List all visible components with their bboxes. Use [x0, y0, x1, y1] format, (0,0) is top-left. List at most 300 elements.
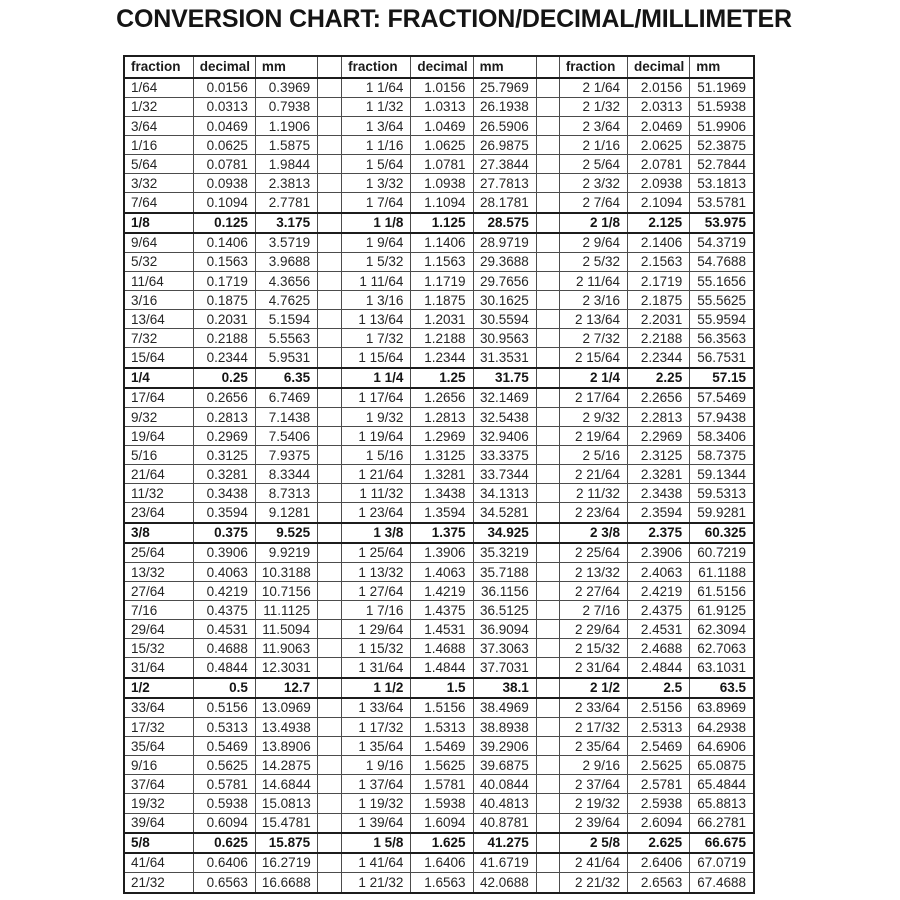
table-cell-fraction: 9/32 [124, 408, 193, 427]
table-cell-decimal: 0.3281 [193, 465, 255, 484]
table-cell-mm: 41.275 [473, 833, 536, 853]
table-cell-fraction: 1 9/32 [342, 408, 411, 427]
table-cell-mm: 28.9719 [473, 233, 536, 253]
table-cell-mm: 61.5156 [690, 582, 754, 601]
gap-cell [536, 718, 559, 737]
table-cell-mm: 61.1188 [690, 563, 754, 582]
table-cell-fraction: 11/32 [124, 484, 193, 503]
table-cell-decimal: 1.4531 [411, 620, 473, 639]
table-cell-mm: 29.7656 [473, 272, 536, 291]
table-cell-fraction: 2 1/64 [559, 78, 627, 98]
table-cell-decimal: 0.6094 [193, 813, 255, 833]
table-cell-mm: 60.325 [690, 523, 754, 543]
table-cell-mm: 16.6688 [255, 873, 317, 893]
gap-cell [318, 873, 342, 893]
table-cell-decimal: 1.3438 [411, 484, 473, 503]
table-cell-decimal: 1.4063 [411, 563, 473, 582]
gap-cell [536, 117, 559, 136]
table-row [124, 233, 754, 253]
table-cell-decimal: 1.5781 [411, 775, 473, 794]
table-cell-decimal: 0.375 [193, 523, 255, 543]
table-cell-decimal: 0.2656 [193, 388, 255, 408]
table-cell-fraction: 3/64 [124, 117, 193, 136]
gap-cell [536, 368, 559, 388]
gap-cell [318, 213, 342, 233]
column-header-mm-3: mm [690, 56, 754, 78]
table-row [124, 329, 754, 348]
gap-cell [318, 658, 342, 678]
gap-cell [536, 563, 559, 582]
gap-cell [318, 813, 342, 833]
table-cell-decimal: 1.6406 [411, 853, 473, 873]
table-cell-mm: 7.5406 [255, 427, 317, 446]
table-cell-fraction: 2 5/16 [559, 446, 627, 465]
table-cell-mm: 54.3719 [690, 233, 754, 253]
table-cell-mm: 4.3656 [255, 272, 317, 291]
table-cell-mm: 40.8781 [473, 813, 536, 833]
table-cell-mm: 33.3375 [473, 446, 536, 465]
table-cell-fraction: 1 19/64 [342, 427, 411, 446]
table-cell-mm: 8.7313 [255, 484, 317, 503]
table-cell-decimal: 2.0781 [628, 155, 690, 174]
table-cell-fraction: 5/32 [124, 253, 193, 272]
table-cell-fraction: 13/64 [124, 310, 193, 329]
table-cell-decimal: 2.6406 [628, 853, 690, 873]
table-cell-mm: 6.35 [255, 368, 317, 388]
table-cell-mm: 9.9219 [255, 543, 317, 563]
table-cell-fraction: 2 21/64 [559, 465, 627, 484]
table-cell-mm: 51.5938 [690, 98, 754, 117]
table-cell-decimal: 2.3125 [628, 446, 690, 465]
table-cell-mm: 57.9438 [690, 408, 754, 427]
table-row [124, 523, 754, 543]
column-header-fraction-1: fraction [124, 56, 193, 78]
table-cell-mm: 52.7844 [690, 155, 754, 174]
table-cell-mm: 0.7938 [255, 98, 317, 117]
table-cell-decimal: 1.5 [411, 678, 473, 698]
table-cell-decimal: 0.5156 [193, 698, 255, 718]
table-cell-mm: 26.5906 [473, 117, 536, 136]
table-cell-mm: 53.5781 [690, 193, 754, 213]
gap-cell [318, 718, 342, 737]
table-cell-mm: 32.9406 [473, 427, 536, 446]
table-cell-fraction: 2 15/32 [559, 639, 627, 658]
table-row [124, 348, 754, 368]
table-cell-fraction: 2 35/64 [559, 737, 627, 756]
table-cell-mm: 40.0844 [473, 775, 536, 794]
gap-cell [536, 523, 559, 543]
gap-cell [318, 833, 342, 853]
table-cell-decimal: 0.2031 [193, 310, 255, 329]
table-cell-decimal: 0.0313 [193, 98, 255, 117]
table-cell-decimal: 1.0938 [411, 174, 473, 193]
table-cell-decimal: 2.2188 [628, 329, 690, 348]
table-row [124, 582, 754, 601]
table-cell-mm: 36.1156 [473, 582, 536, 601]
gap-cell [318, 117, 342, 136]
table-cell-mm: 56.3563 [690, 329, 754, 348]
gap-cell [318, 794, 342, 813]
table-row [124, 98, 754, 117]
table-row [124, 368, 754, 388]
gap-cell [318, 678, 342, 698]
table-cell-decimal: 2.3281 [628, 465, 690, 484]
table-cell-mm: 3.5719 [255, 233, 317, 253]
table-cell-fraction: 1 27/64 [342, 582, 411, 601]
table-cell-mm: 28.575 [473, 213, 536, 233]
table-cell-decimal: 1.25 [411, 368, 473, 388]
gap-cell [536, 756, 559, 775]
table-row [124, 291, 754, 310]
table-cell-mm: 36.9094 [473, 620, 536, 639]
table-cell-decimal: 2.5156 [628, 698, 690, 718]
table-cell-mm: 37.7031 [473, 658, 536, 678]
table-cell-mm: 38.8938 [473, 718, 536, 737]
gap-cell [318, 329, 342, 348]
table-cell-decimal: 2.375 [628, 523, 690, 543]
table-cell-mm: 37.3063 [473, 639, 536, 658]
table-cell-decimal: 1.2813 [411, 408, 473, 427]
table-cell-decimal: 2.2031 [628, 310, 690, 329]
table-cell-decimal: 1.0156 [411, 78, 473, 98]
table-row [124, 272, 754, 291]
table-cell-fraction: 1 13/32 [342, 563, 411, 582]
table-cell-fraction: 2 13/64 [559, 310, 627, 329]
table-cell-fraction: 5/64 [124, 155, 193, 174]
table-row [124, 601, 754, 620]
table-cell-mm: 9.525 [255, 523, 317, 543]
table-cell-mm: 65.0875 [690, 756, 754, 775]
gap-cell [536, 582, 559, 601]
table-cell-decimal: 0.1719 [193, 272, 255, 291]
table-cell-decimal: 0.0625 [193, 136, 255, 155]
table-row [124, 833, 754, 853]
table-cell-mm: 39.6875 [473, 756, 536, 775]
table-cell-fraction: 41/64 [124, 853, 193, 873]
table-cell-decimal: 1.3125 [411, 446, 473, 465]
gap-cell [536, 446, 559, 465]
table-cell-decimal: 0.4063 [193, 563, 255, 582]
gap-header-cell [318, 56, 342, 78]
table-row [124, 756, 754, 775]
table-cell-decimal: 2.1406 [628, 233, 690, 253]
table-cell-decimal: 2.4063 [628, 563, 690, 582]
table-cell-mm: 12.7 [255, 678, 317, 698]
table-cell-mm: 58.7375 [690, 446, 754, 465]
table-row [124, 484, 754, 503]
table-cell-fraction: 1 3/64 [342, 117, 411, 136]
table-row [124, 503, 754, 523]
gap-cell [536, 678, 559, 698]
gap-cell [318, 543, 342, 563]
gap-cell [318, 523, 342, 543]
table-cell-fraction: 1 3/8 [342, 523, 411, 543]
table-cell-decimal: 2.3906 [628, 543, 690, 563]
table-cell-mm: 26.9875 [473, 136, 536, 155]
table-cell-fraction: 9/16 [124, 756, 193, 775]
table-cell-mm: 28.1781 [473, 193, 536, 213]
table-row [124, 408, 754, 427]
table-cell-mm: 52.3875 [690, 136, 754, 155]
table-cell-mm: 54.7688 [690, 253, 754, 272]
table-cell-mm: 8.3344 [255, 465, 317, 484]
table-cell-decimal: 1.3906 [411, 543, 473, 563]
table-cell-mm: 2.7781 [255, 193, 317, 213]
table-row [124, 737, 754, 756]
table-cell-mm: 57.15 [690, 368, 754, 388]
table-cell-decimal: 0.4531 [193, 620, 255, 639]
table-cell-mm: 64.6906 [690, 737, 754, 756]
table-cell-mm: 32.5438 [473, 408, 536, 427]
page-title: CONVERSION CHART: FRACTION/DECIMAL/MILLIMETER [116, 5, 792, 33]
table-cell-decimal: 0.0781 [193, 155, 255, 174]
table-cell-mm: 11.9063 [255, 639, 317, 658]
table-cell-fraction: 2 1/32 [559, 98, 627, 117]
table-cell-fraction: 1 5/8 [342, 833, 411, 853]
table-row [124, 427, 754, 446]
table-cell-mm: 41.6719 [473, 853, 536, 873]
gap-cell [536, 639, 559, 658]
table-cell-decimal: 0.1094 [193, 193, 255, 213]
table-cell-fraction: 25/64 [124, 543, 193, 563]
table-cell-fraction: 1/2 [124, 678, 193, 698]
table-header-row [124, 56, 754, 78]
table-cell-decimal: 0.625 [193, 833, 255, 853]
gap-cell [318, 291, 342, 310]
table-cell-fraction: 2 13/32 [559, 563, 627, 582]
table-cell-decimal: 0.4375 [193, 601, 255, 620]
table-cell-fraction: 1 19/32 [342, 794, 411, 813]
table-cell-decimal: 2.2656 [628, 388, 690, 408]
gap-cell [318, 446, 342, 465]
table-cell-mm: 15.875 [255, 833, 317, 853]
table-cell-fraction: 2 5/32 [559, 253, 627, 272]
table-cell-decimal: 2.125 [628, 213, 690, 233]
table-cell-mm: 59.9281 [690, 503, 754, 523]
table-cell-fraction: 39/64 [124, 813, 193, 833]
table-cell-decimal: 2.0156 [628, 78, 690, 98]
table-cell-fraction: 1 11/64 [342, 272, 411, 291]
table-cell-decimal: 0.4688 [193, 639, 255, 658]
table-cell-mm: 5.5563 [255, 329, 317, 348]
table-cell-decimal: 2.4375 [628, 601, 690, 620]
table-cell-decimal: 0.2969 [193, 427, 255, 446]
table-cell-fraction: 15/64 [124, 348, 193, 368]
gap-cell [536, 427, 559, 446]
table-cell-decimal: 0.0156 [193, 78, 255, 98]
table-cell-mm: 7.9375 [255, 446, 317, 465]
gap-cell [536, 174, 559, 193]
table-row [124, 658, 754, 678]
table-cell-decimal: 0.2813 [193, 408, 255, 427]
table-cell-fraction: 1 41/64 [342, 853, 411, 873]
gap-cell [536, 873, 559, 893]
gap-cell [536, 233, 559, 253]
table-cell-decimal: 2.5781 [628, 775, 690, 794]
table-cell-mm: 29.3688 [473, 253, 536, 272]
gap-cell [536, 698, 559, 718]
table-cell-decimal: 1.375 [411, 523, 473, 543]
table-cell-mm: 64.2938 [690, 718, 754, 737]
gap-cell [318, 348, 342, 368]
table-cell-mm: 58.3406 [690, 427, 754, 446]
table-cell-mm: 11.5094 [255, 620, 317, 639]
table-cell-mm: 67.0719 [690, 853, 754, 873]
table-cell-mm: 14.6844 [255, 775, 317, 794]
table-row [124, 465, 754, 484]
table-cell-decimal: 2.5313 [628, 718, 690, 737]
table-cell-fraction: 1/64 [124, 78, 193, 98]
table-cell-decimal: 1.3281 [411, 465, 473, 484]
gap-cell [318, 427, 342, 446]
gap-cell [536, 620, 559, 639]
table-cell-mm: 59.5313 [690, 484, 754, 503]
table-cell-fraction: 1 3/32 [342, 174, 411, 193]
table-cell-fraction: 1 1/4 [342, 368, 411, 388]
table-cell-decimal: 2.25 [628, 368, 690, 388]
table-cell-fraction: 35/64 [124, 737, 193, 756]
table-cell-mm: 35.7188 [473, 563, 536, 582]
table-cell-decimal: 0.0938 [193, 174, 255, 193]
table-cell-fraction: 1 7/64 [342, 193, 411, 213]
gap-cell [318, 698, 342, 718]
table-cell-decimal: 0.125 [193, 213, 255, 233]
table-cell-fraction: 15/32 [124, 639, 193, 658]
table-cell-fraction: 1 3/16 [342, 291, 411, 310]
gap-cell [318, 78, 342, 98]
table-cell-mm: 61.9125 [690, 601, 754, 620]
table-cell-mm: 55.5625 [690, 291, 754, 310]
table-cell-decimal: 0.3906 [193, 543, 255, 563]
table-cell-decimal: 1.2188 [411, 329, 473, 348]
table-cell-decimal: 1.2031 [411, 310, 473, 329]
table-cell-mm: 27.3844 [473, 155, 536, 174]
table-cell-fraction: 2 29/64 [559, 620, 627, 639]
table-cell-decimal: 0.2344 [193, 348, 255, 368]
conversion-table [123, 55, 755, 894]
table-cell-fraction: 1 5/64 [342, 155, 411, 174]
table-cell-fraction: 2 7/16 [559, 601, 627, 620]
table-cell-fraction: 1 23/64 [342, 503, 411, 523]
gap-cell [536, 833, 559, 853]
table-cell-fraction: 1 5/32 [342, 253, 411, 272]
table-cell-mm: 62.7063 [690, 639, 754, 658]
table-cell-decimal: 1.1406 [411, 233, 473, 253]
table-cell-fraction: 1/4 [124, 368, 193, 388]
table-cell-decimal: 2.4219 [628, 582, 690, 601]
table-cell-fraction: 2 3/32 [559, 174, 627, 193]
table-cell-fraction: 2 33/64 [559, 698, 627, 718]
table-cell-decimal: 0.5313 [193, 718, 255, 737]
table-cell-mm: 31.75 [473, 368, 536, 388]
table-cell-fraction: 1 1/2 [342, 678, 411, 698]
gap-cell [318, 193, 342, 213]
table-cell-decimal: 0.4844 [193, 658, 255, 678]
column-header-mm-1: mm [255, 56, 317, 78]
gap-cell [536, 253, 559, 272]
table-cell-mm: 55.9594 [690, 310, 754, 329]
table-cell-mm: 66.675 [690, 833, 754, 853]
table-cell-mm: 34.1313 [473, 484, 536, 503]
table-cell-mm: 36.5125 [473, 601, 536, 620]
table-cell-decimal: 2.1875 [628, 291, 690, 310]
table-row [124, 446, 754, 465]
table-cell-fraction: 1 13/64 [342, 310, 411, 329]
gap-cell [536, 291, 559, 310]
table-cell-decimal: 2.4844 [628, 658, 690, 678]
table-cell-fraction: 2 3/8 [559, 523, 627, 543]
table-cell-mm: 53.975 [690, 213, 754, 233]
gap-cell [536, 329, 559, 348]
table-cell-decimal: 2.2813 [628, 408, 690, 427]
table-cell-fraction: 1 1/8 [342, 213, 411, 233]
table-cell-fraction: 2 9/16 [559, 756, 627, 775]
table-cell-fraction: 5/8 [124, 833, 193, 853]
table-cell-decimal: 1.2344 [411, 348, 473, 368]
table-cell-decimal: 0.3125 [193, 446, 255, 465]
gap-cell [318, 174, 342, 193]
table-row [124, 193, 754, 213]
gap-cell [536, 136, 559, 155]
gap-cell [318, 408, 342, 427]
table-cell-mm: 5.9531 [255, 348, 317, 368]
table-cell-fraction: 1 1/16 [342, 136, 411, 155]
table-cell-decimal: 0.4219 [193, 582, 255, 601]
table-cell-mm: 57.5469 [690, 388, 754, 408]
table-cell-decimal: 1.125 [411, 213, 473, 233]
table-cell-fraction: 2 27/64 [559, 582, 627, 601]
table-cell-mm: 10.7156 [255, 582, 317, 601]
table-cell-mm: 6.7469 [255, 388, 317, 408]
table-cell-decimal: 2.1094 [628, 193, 690, 213]
table-cell-fraction: 1/16 [124, 136, 193, 155]
table-cell-decimal: 0.1875 [193, 291, 255, 310]
gap-cell [318, 853, 342, 873]
table-cell-fraction: 2 7/32 [559, 329, 627, 348]
gap-cell [318, 756, 342, 775]
table-cell-fraction: 1 7/16 [342, 601, 411, 620]
table-cell-decimal: 1.5625 [411, 756, 473, 775]
table-cell-mm: 25.7969 [473, 78, 536, 98]
table-cell-fraction: 2 1/4 [559, 368, 627, 388]
gap-cell [318, 388, 342, 408]
table-cell-mm: 51.1969 [690, 78, 754, 98]
table-cell-mm: 0.3969 [255, 78, 317, 98]
table-cell-mm: 1.5875 [255, 136, 317, 155]
gap-cell [536, 98, 559, 117]
table-cell-fraction: 2 17/32 [559, 718, 627, 737]
gap-cell [318, 775, 342, 794]
table-cell-fraction: 2 1/2 [559, 678, 627, 698]
table-row [124, 253, 754, 272]
gap-cell [318, 253, 342, 272]
table-cell-decimal: 0.3594 [193, 503, 255, 523]
table-cell-mm: 13.8906 [255, 737, 317, 756]
table-cell-mm: 12.3031 [255, 658, 317, 678]
table-cell-fraction: 1 37/64 [342, 775, 411, 794]
table-cell-fraction: 1 5/16 [342, 446, 411, 465]
table-cell-fraction: 13/32 [124, 563, 193, 582]
table-cell-mm: 15.4781 [255, 813, 317, 833]
table-row [124, 678, 754, 698]
table-cell-fraction: 3/8 [124, 523, 193, 543]
table-cell-decimal: 1.1875 [411, 291, 473, 310]
table-cell-mm: 40.4813 [473, 794, 536, 813]
table-cell-fraction: 5/16 [124, 446, 193, 465]
table-cell-fraction: 1 7/32 [342, 329, 411, 348]
gap-cell [536, 78, 559, 98]
table-cell-decimal: 1.0313 [411, 98, 473, 117]
